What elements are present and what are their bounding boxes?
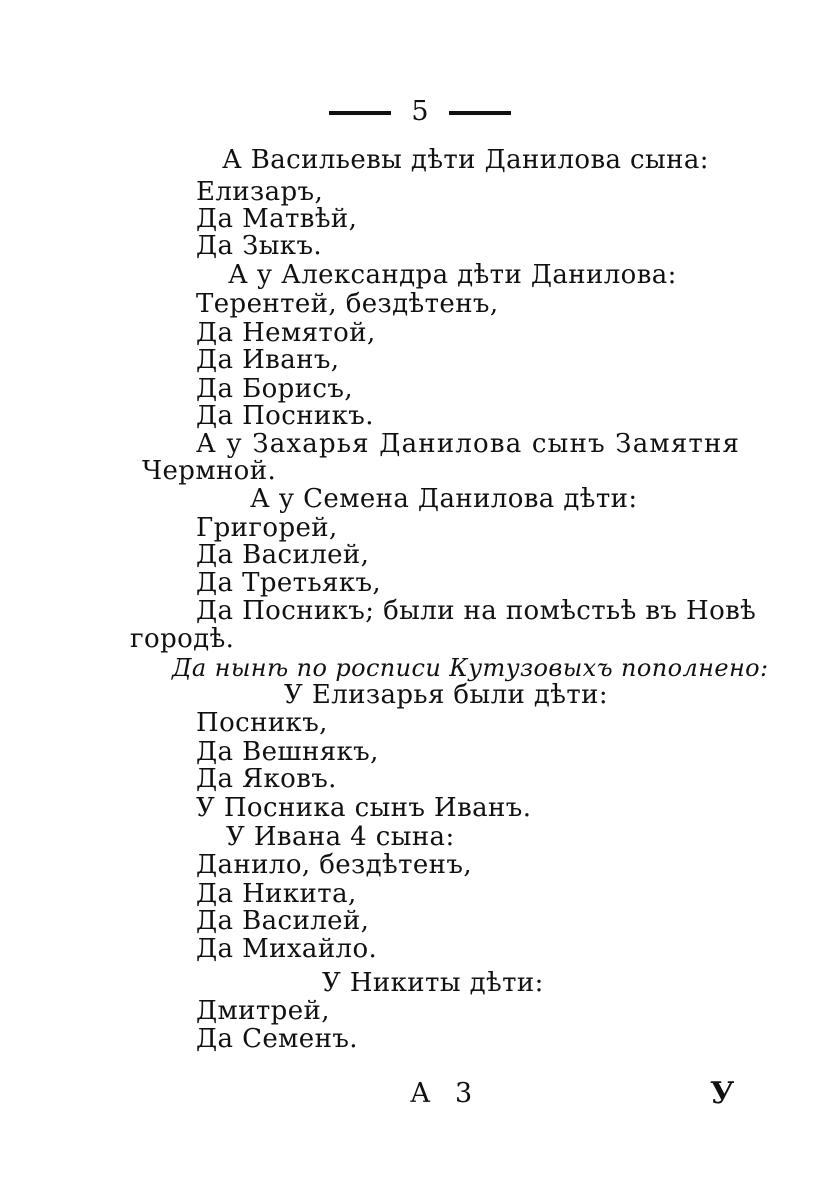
text-line: Да Иванъ, — [196, 345, 340, 375]
text-line: У Никиты дѣти: — [322, 968, 544, 998]
text-line: А у Семена Данилова дѣти: — [250, 484, 638, 514]
text-line: У Ивана 4 сына: — [226, 822, 455, 852]
text-line: Да Немятой, — [196, 318, 376, 348]
text-line: У Елизарья были дѣти: — [284, 680, 609, 710]
catchword: У — [710, 1076, 735, 1111]
text-line: А у Александра дѣти Данилова: — [228, 260, 677, 290]
text-line: Елизаръ, — [196, 177, 324, 207]
text-line-italic: Да нынѣ по росписи Кутузовыхъ пополнено: — [172, 654, 769, 682]
text-line: Да Посникъ; были на помѣстьѣ въ Новѣ — [196, 596, 757, 626]
text-line: Чермной. — [142, 456, 277, 486]
page-number: 5 — [411, 96, 429, 127]
header-right-rule — [449, 111, 511, 115]
text-line: Да Семенъ. — [196, 1024, 358, 1054]
header-left-rule — [329, 111, 391, 115]
text-line: Да Матвѣй, — [196, 204, 358, 234]
text-line: Да Никита, — [196, 879, 357, 909]
text-line: Терентей, бездѣтенъ, — [196, 289, 499, 319]
text-line: Григорей, — [196, 513, 338, 543]
text-line: Дмитрей, — [196, 996, 330, 1026]
text-line: Да Яковъ. — [196, 764, 337, 794]
text-line: У Посника сынъ Иванъ. — [196, 793, 532, 823]
text-line: А у Захарья Данилова сынъ Замятня — [196, 429, 741, 459]
text-line: городѣ. — [130, 624, 235, 654]
text-line: Да Третьякъ, — [196, 568, 382, 598]
text-line: Да Борисъ, — [196, 374, 354, 404]
page-header — [0, 92, 840, 132]
text-line: Да Вешнякъ, — [196, 737, 379, 767]
text-line: Да Василей, — [196, 540, 370, 570]
text-line: Да Василей, — [196, 906, 370, 936]
signature-mark: А 3 — [410, 1078, 481, 1109]
text-line: Да Посникъ. — [196, 401, 374, 431]
text-line: Да Зыкъ. — [196, 231, 323, 261]
text-line: Данило, бездѣтенъ, — [196, 850, 473, 880]
text-line: А Васильевы дѣти Данилова сына: — [222, 145, 709, 175]
text-line: Да Михайло. — [196, 934, 378, 964]
text-line: Посникъ, — [196, 708, 328, 738]
